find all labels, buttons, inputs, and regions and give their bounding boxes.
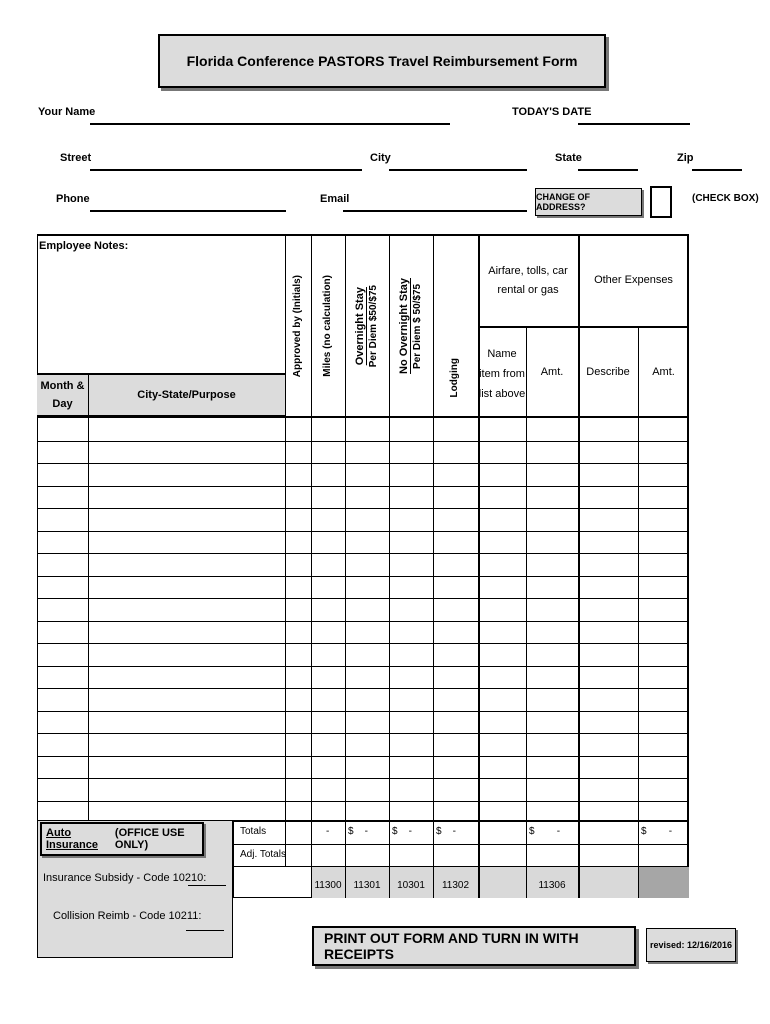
totals-label: Totals: [240, 826, 267, 837]
collision-reimb-label: Collision Reimb - Code 10211:: [53, 910, 202, 922]
table-row-line: [37, 801, 689, 802]
check-box-label: (CHECK BOX): [692, 193, 759, 204]
no-overnight-header: No Overnight Stay Per Diem $ 50/$75: [397, 278, 423, 374]
describe-header: Describe: [586, 366, 630, 378]
street-label: Street: [60, 152, 92, 164]
table-row-line: [37, 441, 689, 442]
adj-totals-label: Adj. Totals: [240, 849, 286, 860]
collision-reimb-field[interactable]: [186, 930, 224, 931]
overnight-total: $ -: [348, 826, 369, 837]
other-total: $ -: [641, 826, 673, 837]
insurance-subsidy-label: Insurance Subsidy - Code 10210:: [43, 872, 207, 884]
city-label: City: [370, 152, 391, 164]
approved-header: Approved by (Initials): [291, 274, 303, 378]
city-field[interactable]: [389, 169, 527, 171]
code-11302: 11302: [441, 880, 470, 891]
table-row-line: [37, 598, 689, 599]
table-row-line: [37, 576, 689, 577]
city-state-purpose-header: City-State/Purpose: [137, 389, 236, 401]
phone-label: Phone: [56, 193, 90, 205]
state-field[interactable]: [578, 169, 638, 171]
zip-label: Zip: [677, 152, 694, 164]
table-row-line: [37, 756, 689, 757]
code-11306: 11306: [538, 880, 566, 891]
lodging-header: Lodging: [449, 358, 461, 398]
table-row-line: [37, 733, 689, 734]
your-name-label: Your Name: [38, 106, 96, 118]
lodging-total: $ -: [436, 826, 457, 837]
code-11301: 11301: [353, 880, 381, 891]
change-address-checkbox[interactable]: [650, 186, 672, 218]
month-day-header: Month & Day: [40, 380, 85, 410]
overnight-header: Overnight Stay Per Diem $50/$75: [353, 284, 379, 368]
name-item-header: Name item from list above: [478, 348, 526, 400]
airfare-header: Airfare, tolls, car rental or gas: [488, 265, 568, 296]
table-row-line: [37, 688, 689, 689]
table-row-line: [37, 531, 689, 532]
phone-field[interactable]: [90, 210, 286, 212]
code-11300: 11300: [314, 880, 342, 891]
form-title: Florida Conference PASTORS Travel Reimbursement Form: [158, 34, 606, 88]
no-overnight-total: $ -: [392, 826, 413, 837]
revised-date: revised: 12/16/2016: [646, 928, 736, 962]
table-row-line: [37, 508, 689, 509]
employee-notes-label: Employee Notes:: [39, 240, 129, 252]
table-row-line: [37, 621, 689, 622]
email-label: Email: [320, 193, 350, 205]
email-field[interactable]: [343, 210, 527, 212]
table-row-line: [37, 486, 689, 487]
todays-date-label: TODAY'S DATE: [512, 106, 592, 118]
print-instructions: PRINT OUT FORM AND TURN IN WITH RECEIPTS: [312, 926, 636, 966]
zip-field[interactable]: [692, 169, 742, 171]
street-field[interactable]: [90, 169, 362, 171]
table-row-line: [37, 666, 689, 667]
todays-date-field[interactable]: [578, 123, 690, 125]
table-row-line: [37, 778, 689, 779]
amt-header: Amt.: [540, 366, 564, 378]
your-name-field[interactable]: [90, 123, 450, 125]
miles-total: -: [326, 826, 330, 837]
auto-insurance-title: Auto Insurance (OFFICE USE ONLY): [40, 822, 204, 856]
other-expenses-header: Other Expenses: [594, 274, 673, 286]
airfare-total: $ -: [529, 826, 561, 837]
table-row-line: [37, 643, 689, 644]
state-label: State: [555, 152, 582, 164]
code-10301: 10301: [397, 880, 425, 891]
table-row-line: [37, 711, 689, 712]
change-address-label: CHANGE OF ADDRESS?: [535, 188, 642, 216]
table-row-line: [37, 553, 689, 554]
insurance-subsidy-field[interactable]: [188, 885, 226, 886]
table-row-line: [37, 463, 689, 464]
miles-header: Miles (no calculation): [321, 275, 333, 377]
amt2-header: Amt.: [652, 366, 675, 378]
